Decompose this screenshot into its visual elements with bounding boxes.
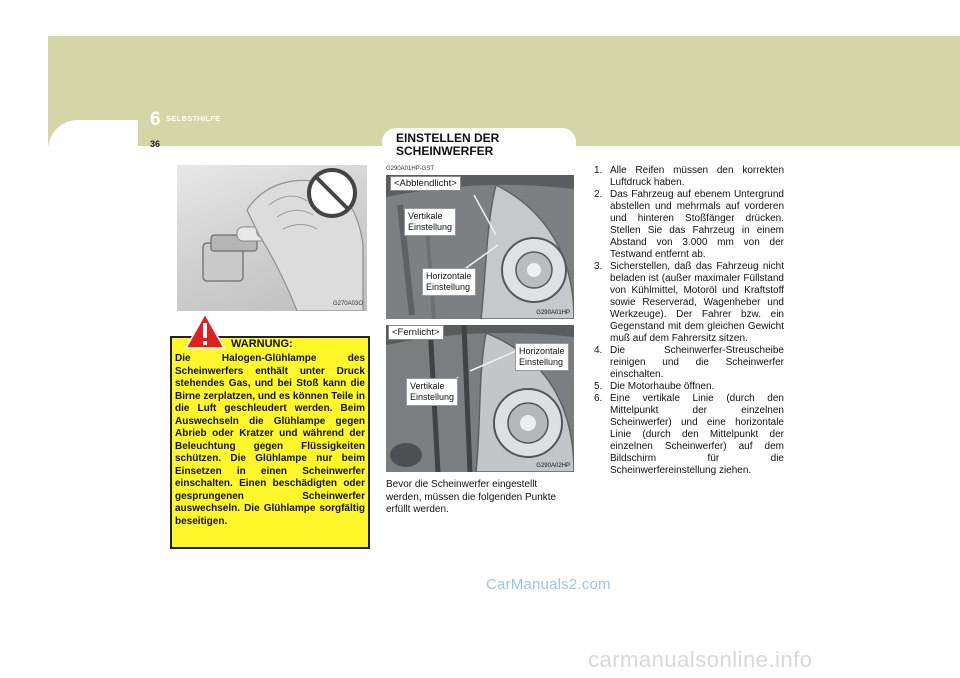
- warning-icon: [185, 313, 225, 349]
- step-number: 3.: [594, 261, 603, 272]
- low-beam-horizontal-line-1: Horizontale: [426, 271, 472, 281]
- high-beam-label: <Fernlicht>: [388, 325, 444, 340]
- bulb-photo: [177, 165, 367, 311]
- low-beam-vertical-label: [404, 208, 456, 236]
- low-beam-label: <Abblendlicht>: [390, 176, 461, 191]
- bulb-figure-code: G270A03O: [332, 301, 363, 307]
- low-beam-figure-code: G290A01HP: [536, 310, 570, 316]
- step-text: Die Scheinwerfer-Streuscheibe reinigen und die Scheinwerfer einschalten.: [610, 345, 784, 380]
- step-item: [594, 345, 784, 381]
- step-text: Die Motorhaube öffnen.: [610, 381, 715, 392]
- page-number: 36: [150, 139, 161, 149]
- high-beam-vertical-line-2: Einstellung: [410, 392, 455, 402]
- watermark-carmanuals2: CarManuals2.com: [486, 576, 611, 593]
- step-number: 2.: [594, 189, 603, 200]
- step-number: 5.: [594, 381, 603, 392]
- low-beam-photo: [386, 175, 574, 319]
- step-item: [594, 381, 784, 393]
- step-number: 1.: [594, 165, 603, 176]
- warning-text: Die Halogen-Glühlampe des Scheinwerfers enthält unter Druck stehendes Gas, und bei Stoß kann die Birne zerplatzen, und es können Teile in die Luft geschleudert werden. Beim Auswechseln die Glühlampe gegen Abrieb oder Kratzer und während der Beleuchtung gegen Flüssigkeiten schützen. Die Glühlampe nur beim Einsetzen in einen Scheinwerfer einschalten. Einen beschädigten oder gesprungenen Scheinwerfer auswechseln. Die Glühlampe sorgfältig beseitigen.: [175, 353, 365, 527]
- chapter-number: 6: [150, 109, 161, 130]
- no-touch-icon: [309, 170, 355, 216]
- low-beam-vertical-line-2: Einstellung: [408, 222, 453, 232]
- steps-list: [594, 165, 784, 477]
- high-beam-horizontal-line-1: Horizontale: [519, 346, 565, 356]
- low-beam-ref-code: G290A01HP-GST: [386, 166, 435, 172]
- step-item: [594, 165, 784, 189]
- low-beam-vertical-line-1: Vertikale: [408, 211, 443, 221]
- high-beam-horizontal-label: [515, 343, 569, 371]
- step-text: Alle Reifen müssen den korrekten Luftdruck haben.: [610, 165, 784, 188]
- high-beam-horizontal-line-2: Einstellung: [519, 357, 564, 367]
- low-beam-horizontal-label: [422, 268, 476, 296]
- high-beam-vertical-label: [406, 378, 458, 406]
- step-text: Das Fahrzeug auf ebenem Untergrund abstellen und mehrmals auf vorderen und hinteren Stoßfänger drücken. Stellen Sie das Fahrzeug in einem Abstand von 3.000 mm von der Testwand entfernt ab.: [610, 189, 784, 260]
- section-title: EINSTELLEN DER SCHEINWERFER: [396, 131, 500, 158]
- bulb-illustration: [177, 165, 367, 311]
- low-beam-illustration: [386, 175, 574, 319]
- step-text: Eine vertikale Linie (durch den Mittelpunkt der einzelnen Scheinwerfer) und eine horizontale Linie (durch den Mittelpunkt der einzelnen Scheinwerfer) auf dem Bildschirm für die Scheinwerfereinstellung ziehen.: [610, 393, 784, 476]
- step-item: [594, 261, 784, 345]
- high-beam-vertical-line-1: Vertikale: [410, 381, 445, 391]
- step-number: 4.: [594, 345, 603, 356]
- intro-text: Bevor die Scheinwerfer eingestellt werden, müssen die folgenden Punkte erfüllt werden.: [386, 479, 557, 515]
- step-text: Sicherstellen, daß das Fahrzeug nicht beladen ist (außer maximaler Füllstand von Kühlmittel, Motoröl und Kraftstoff sowie Reserverad, Wagenheber und Werkzeuge). Der Fahrer bzw. ein Gegenstand mit dem gleichen Gewicht muß auf dem Fahrersitz sitzen.: [610, 261, 784, 344]
- step-item: [594, 189, 784, 261]
- high-beam-photo: [386, 325, 574, 472]
- step-item: [594, 393, 784, 477]
- header-curve: [48, 120, 138, 150]
- low-beam-horizontal-line-2: Einstellung: [426, 282, 471, 292]
- watermark-carmanualsonline: carmanualsonline.info: [588, 647, 813, 672]
- step-number: 6.: [594, 393, 603, 404]
- chapter-title: SELBSTHILFE: [166, 114, 221, 123]
- high-beam-figure-code: G290A02HP: [536, 463, 570, 469]
- warning-title: WARNUNG:: [231, 338, 293, 350]
